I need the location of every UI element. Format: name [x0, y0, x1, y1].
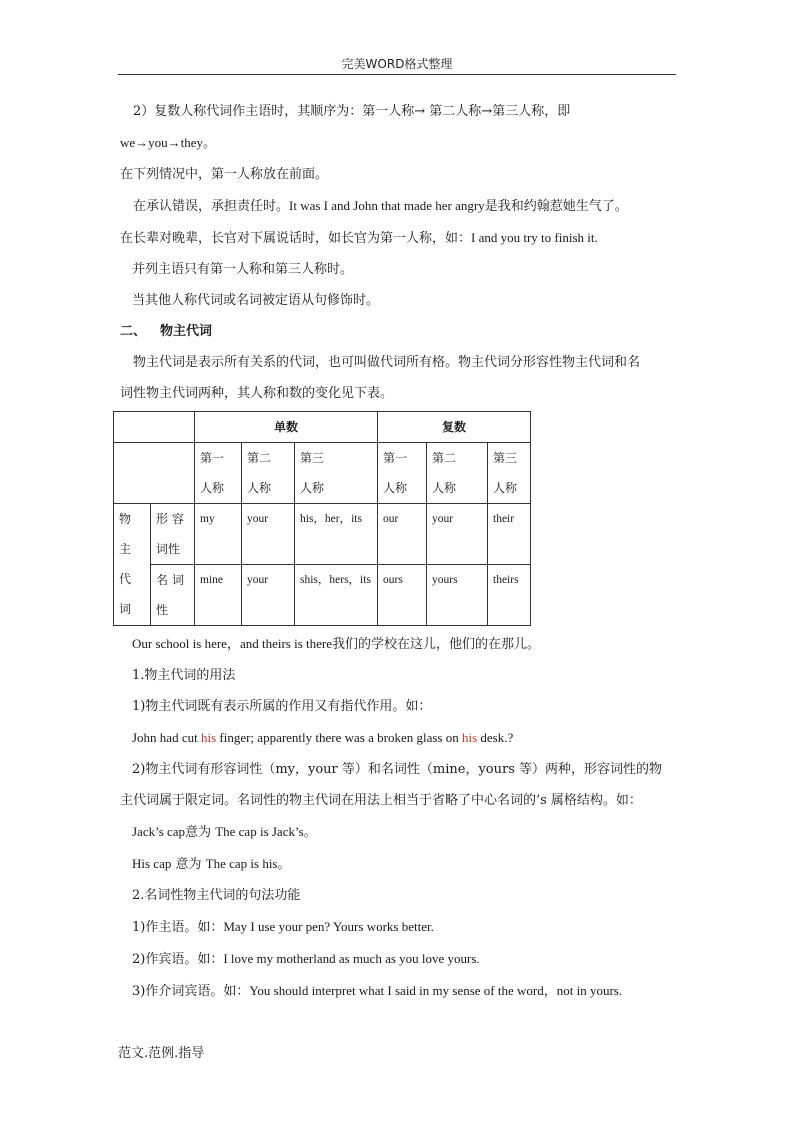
table-cell: ours [378, 565, 427, 626]
text-line: 意为 [185, 825, 216, 840]
paragraph-function-object [120, 943, 676, 975]
table-cell: mine [195, 565, 242, 626]
cell-text: 词 [119, 602, 132, 616]
cell-text: 第三 [300, 451, 325, 465]
paragraph-order-example [120, 127, 676, 159]
cell-text: 物 [119, 512, 132, 526]
text-line: 2)物主代词有形容词性（my，your 等）和名词性（mine，yours 等）两种，形容词性的物 [132, 762, 663, 777]
cell-text: 主 [119, 542, 132, 556]
paragraph-definition-cont [120, 378, 676, 409]
cell-text: 第三 [493, 451, 518, 465]
subheading-usage [120, 660, 676, 691]
text-line: 在长辈对晚辈，长官对下属说话时，如长官为第一人称，如： [120, 231, 472, 246]
paragraph-usage-1-example [120, 722, 676, 754]
table-cell-person [488, 443, 531, 504]
table-cell: your [427, 504, 488, 565]
cell-text: 人称 [493, 481, 518, 495]
paragraph-order-rule [120, 96, 676, 127]
paragraph-definition [120, 347, 676, 378]
english-example: Our school is here，and theirs is there [132, 636, 333, 651]
table-cell [114, 412, 195, 443]
table-cell-person [242, 443, 295, 504]
text-line: 在承认错误，承担责任时。 [133, 199, 290, 214]
english-example: The cap is Jack’s。 [215, 824, 317, 839]
cell-text: 代 [119, 572, 132, 586]
section-title: 物主代词 [160, 324, 213, 339]
paragraph-usage-2-cont [120, 785, 676, 816]
text-line: 1)物主代词既有表示所属的作用又有指代作用。如： [132, 699, 432, 714]
subheading-syntax [120, 880, 676, 911]
text-line: we→you→they。 [120, 135, 217, 150]
paragraph-example-school [120, 628, 676, 660]
table-cell [114, 443, 195, 504]
table-cell: shis，hers，its [295, 565, 378, 626]
text-line: 在下列情况中，第一人称放在前面。 [120, 167, 329, 182]
paragraph-usage-1 [120, 691, 676, 722]
english-example: You should interpret what I said in my sense of the word，not in yours. [249, 983, 623, 998]
table-cell-person [295, 443, 378, 504]
english-example: May I use your pen? Yours works better. [223, 919, 434, 934]
section-number: 二、 [120, 324, 147, 339]
header-divider [118, 74, 676, 75]
table-header-singular: 单数 [195, 412, 378, 443]
cell-text: 人称 [247, 481, 272, 495]
section-heading [120, 316, 676, 347]
text-line: 2)作宾语。如： [132, 952, 224, 967]
cell-text: 人称 [200, 481, 225, 495]
table-cell: his，her，its [295, 504, 378, 565]
table-row [114, 443, 531, 504]
highlighted-word: his [200, 730, 217, 745]
cell-text: 第二 [247, 451, 272, 465]
paragraph-case-2 [120, 222, 676, 254]
page-header: 完美WORD格式整理 [341, 57, 453, 71]
paragraph-function-subject [120, 911, 676, 943]
table-cell: yours [427, 565, 488, 626]
paragraph-usage-2-example-1 [120, 816, 676, 848]
table-cell: my [195, 504, 242, 565]
english-example: desk.? [477, 730, 514, 745]
text-line: 意为 [175, 857, 206, 872]
cell-text: 第一 [200, 451, 225, 465]
table-cell: your [242, 565, 295, 626]
text-line: 2）复数人称代词作主语时，其顺序为：第一人称→ 第二人称→第三人称，即 [133, 104, 571, 119]
text-line: 物主代词是表示所有关系的代词，也可叫做代词所有格。物主代词分形容性物主代词和名 [133, 355, 641, 370]
english-example: John had cut [132, 730, 201, 745]
paragraph-case-4 [120, 285, 676, 316]
english-example: The cap is his。 [205, 856, 291, 871]
paragraph-first-person-intro [120, 159, 676, 190]
cell-text: 人称 [383, 481, 408, 495]
document-body [120, 96, 676, 1007]
english-example: Jack’s cap [132, 824, 186, 839]
english-example: I love my motherland as much as you love yours. [223, 951, 480, 966]
table-cell-label [151, 565, 195, 626]
highlighted-word: his [461, 730, 478, 745]
text-line: 2.名词性物主代词的句法功能 [132, 888, 301, 903]
table-cell-label [151, 504, 195, 565]
table-cell: their [488, 504, 531, 565]
table-cell-person [427, 443, 488, 504]
paragraph-case-3 [120, 254, 676, 285]
text-line: 当其他人称代词或名词被定语从句修饰时。 [132, 293, 380, 308]
cell-text: 词性 [156, 542, 181, 556]
possessive-pronoun-table [113, 411, 531, 626]
page-footer: 范文.范例.指导 [118, 1046, 205, 1061]
cell-text: 名 词 [156, 573, 184, 587]
cell-text: 第一 [383, 451, 408, 465]
paragraph-case-1 [120, 190, 676, 222]
table-cell-person [378, 443, 427, 504]
text-line: 是我和约翰惹她生气了。 [484, 199, 628, 214]
text-line: 我们的学校在这儿，他们的在那儿。 [332, 637, 541, 652]
english-example: I and you try to finish it. [471, 230, 598, 245]
table-cell-group [114, 504, 151, 626]
table-cell: theirs [488, 565, 531, 626]
text-line: 并列主语只有第一人称和第三人称时。 [132, 262, 354, 277]
text-line: 词性物主代词两种，其人称和数的变化见下表。 [120, 386, 394, 401]
paragraph-usage-2 [120, 754, 676, 785]
english-example: It was I and John that made her angry [289, 198, 485, 213]
text-line: 主代词属于限定词。名词性的物主代词在用法上相当于省略了中心名词的’s 属格结构。如： [120, 793, 642, 808]
table-cell-person [195, 443, 242, 504]
paragraph-usage-2-example-2 [120, 848, 676, 880]
table-cell: your [242, 504, 295, 565]
cell-text: 性 [156, 603, 169, 617]
cell-text: 第二 [432, 451, 457, 465]
table-row [114, 412, 531, 443]
table-header-plural: 复数 [378, 412, 531, 443]
text-line: 1.物主代词的用法 [132, 668, 236, 683]
cell-text: 人称 [432, 481, 457, 495]
table-row-adjective [114, 504, 531, 565]
paragraph-function-prep-object [120, 975, 676, 1007]
text-line: 1)作主语。如： [132, 920, 224, 935]
english-example: finger; apparently there was a broken glass on [216, 730, 462, 745]
table-row-noun [114, 565, 531, 626]
table-cell: our [378, 504, 427, 565]
english-example: His cap [132, 856, 172, 871]
cell-text: 人称 [300, 481, 325, 495]
cell-text: 形 容 [156, 512, 184, 526]
text-line: 3)作介词宾语。如： [132, 984, 250, 999]
